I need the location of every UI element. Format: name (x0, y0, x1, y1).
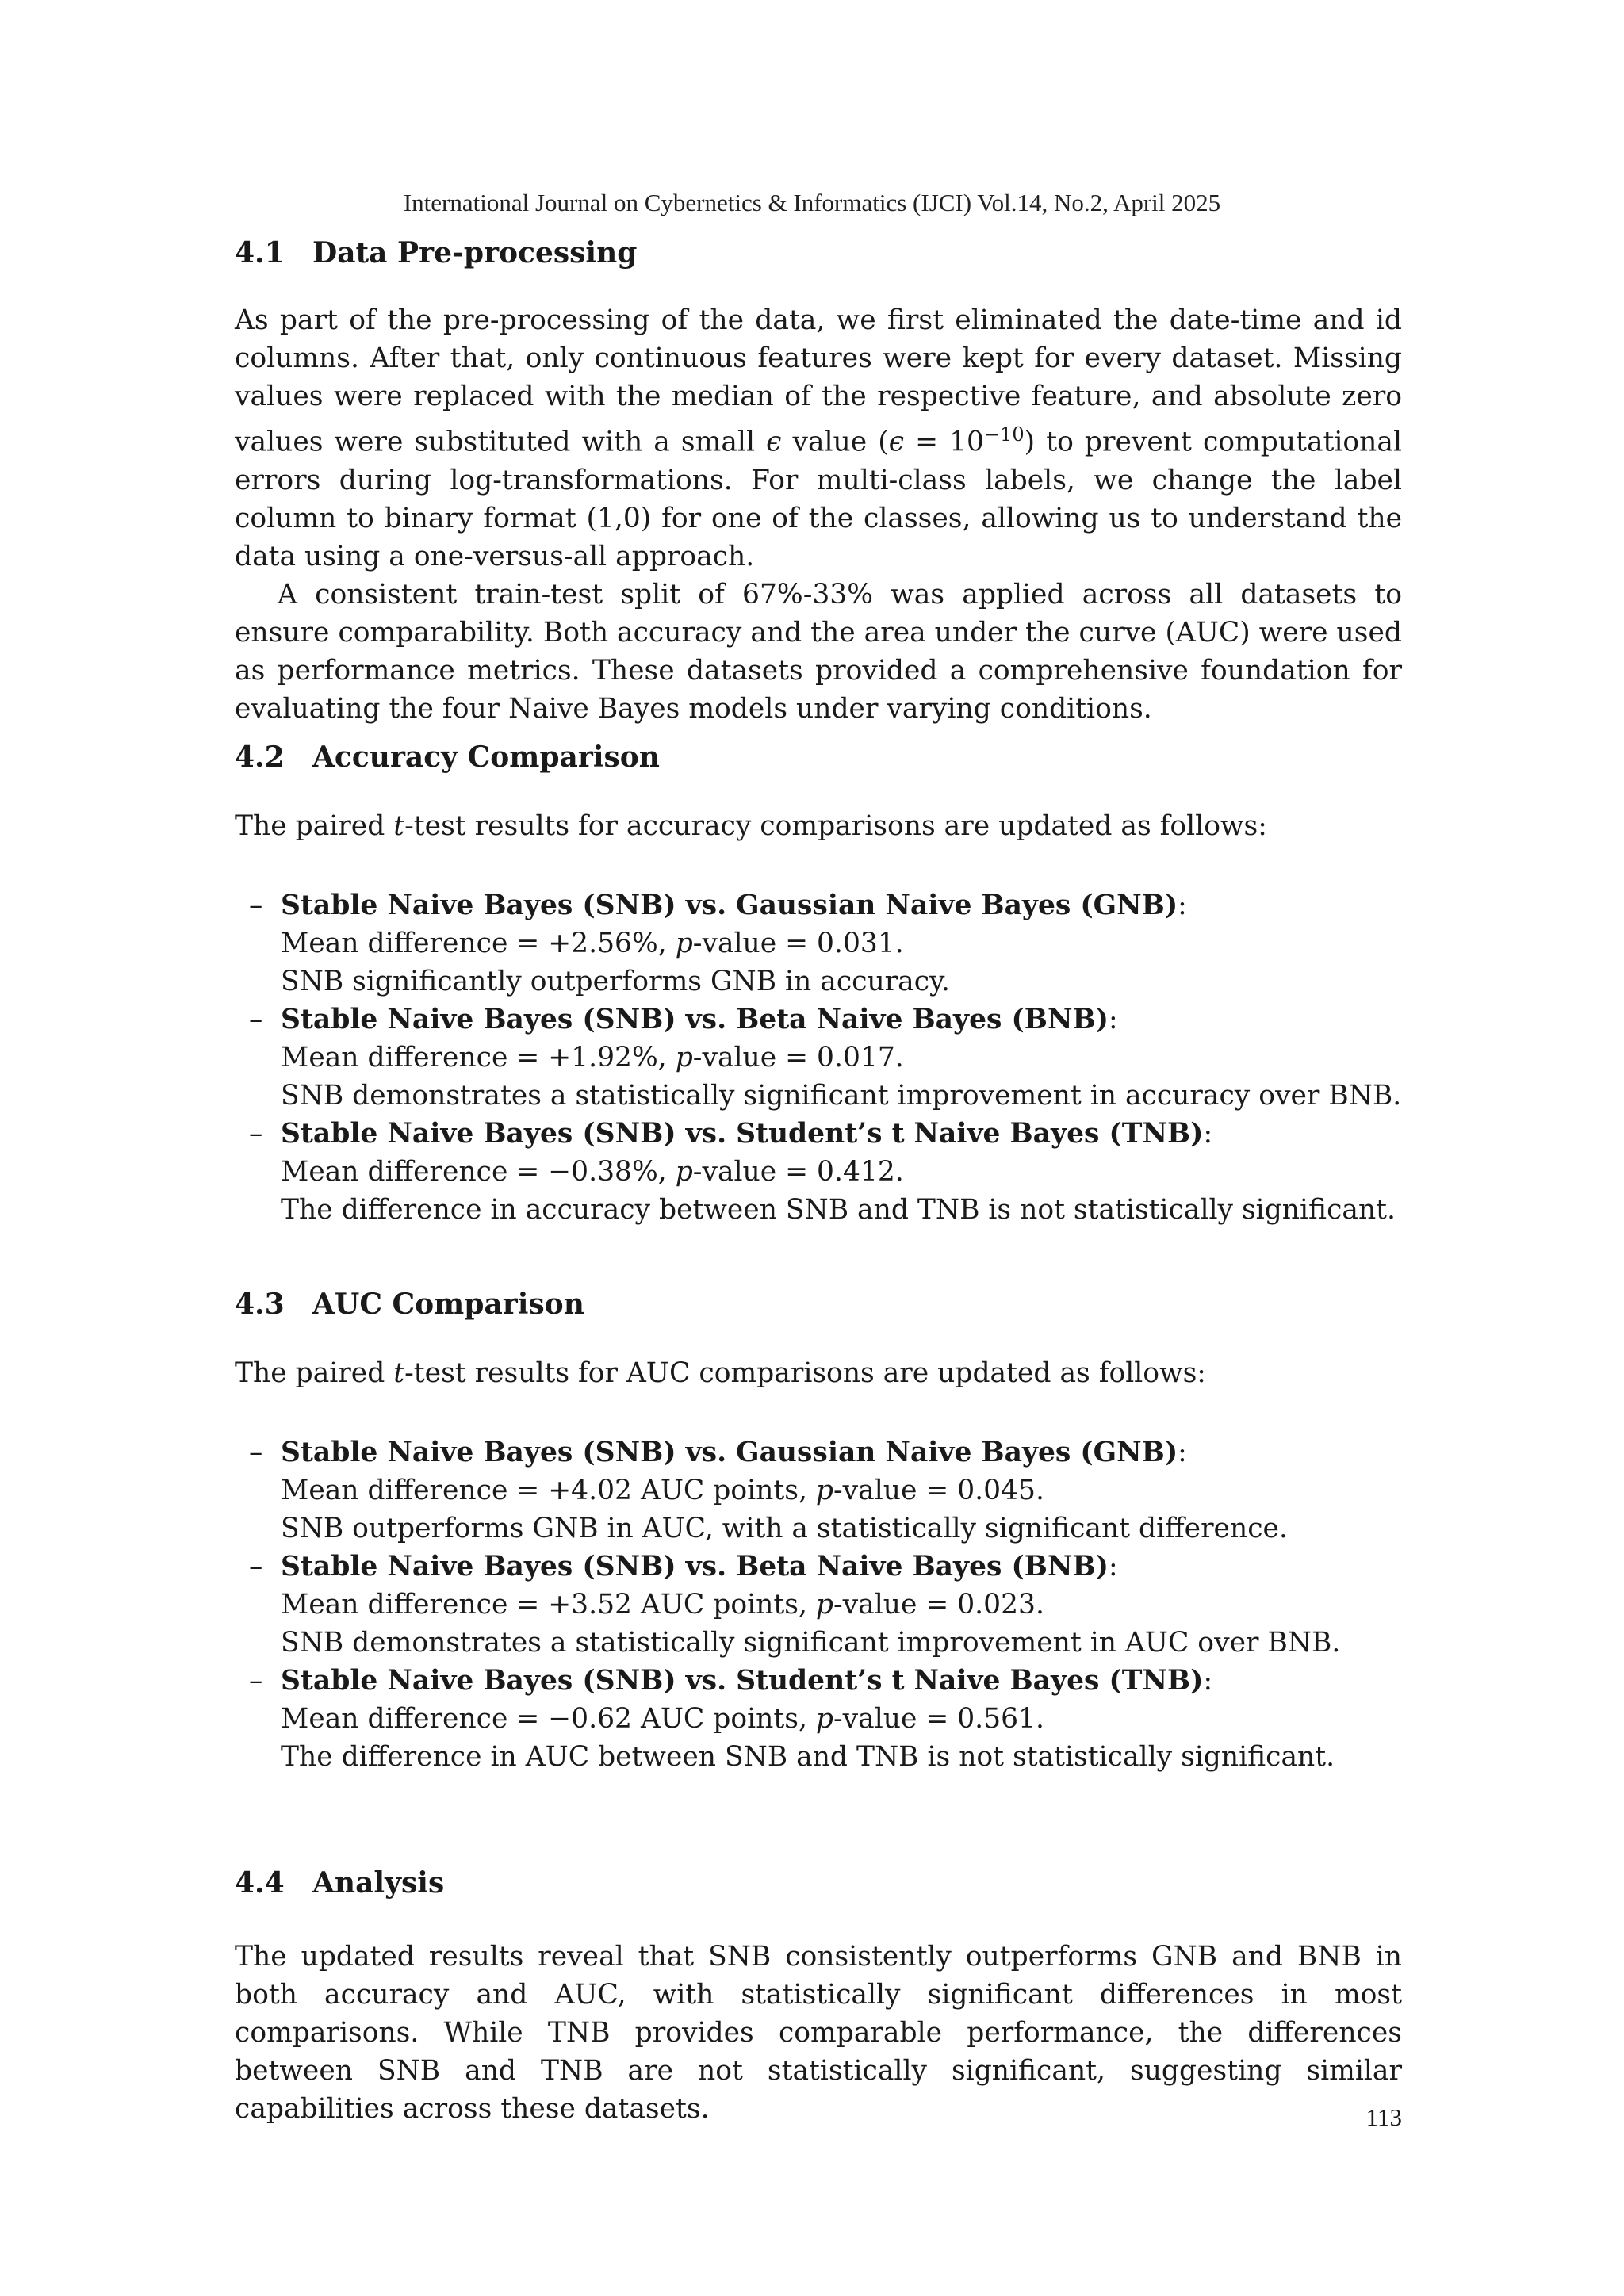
paragraph: The paired t-test results for accuracy comparisons are updated as follows: (235, 810, 1267, 842)
accuracy-list (235, 886, 1402, 1229)
section-title: Analysis (312, 1866, 445, 1900)
journal-header: International Journal on Cybernetics & Informatics (IJCI) Vol.14, No.2, April 2025 (403, 189, 1221, 216)
list-item: – Stable Naive Bayes (SNB) vs. Student’s t Naive Bayes (TNB): Mean difference = −0.62 AUC points, p-value = 0.561. The difference in AUC between SNB and TNB is not statistically significant. (235, 1662, 1402, 1776)
list-item: – Stable Naive Bayes (SNB) vs. Gaussian Naive Bayes (GNB): Mean difference = +2.56%, p-value = 0.031. SNB significantly outperforms GNB in accuracy. (235, 886, 1402, 1001)
section-number: 4.4 (235, 1866, 285, 1900)
list-item: – Stable Naive Bayes (SNB) vs. Student’s t Naive Bayes (TNB): Mean difference = −0.38%, p-value = 0.412. The difference in accuracy between SNB and TNB is not statistically significant. (235, 1115, 1402, 1229)
section-number: 4.3 (235, 1288, 285, 1321)
section-heading-4-1 (235, 236, 637, 270)
paragraph: A consistent train-test split of 67%-33% was applied across all datasets to ensure comparability. Both accuracy and the area under the curve (AUC) were used as performance metrics. These datasets provided a comprehensive foundation for evaluating the four Naive Bayes models under varying conditions. (235, 578, 1402, 725)
page-number: 113 (1365, 2103, 1402, 2131)
dash-bullet: – (249, 1004, 263, 1035)
section-title: AUC Comparison (312, 1288, 584, 1321)
section-heading-4-4 (235, 1866, 444, 1900)
section-title: Data Pre-processing (312, 236, 638, 270)
section-4-4-body (235, 1938, 1402, 2128)
dash-bullet: – (249, 1118, 263, 1150)
dash-bullet: – (249, 1437, 263, 1468)
auc-list (235, 1433, 1402, 1776)
section-number: 4.1 (235, 236, 285, 270)
section-4-2-body (235, 807, 1402, 845)
paragraph: The paired t-test results for AUC comparisons are updated as follows: (235, 1357, 1206, 1389)
section-4-1-body (235, 301, 1402, 728)
paragraph: As part of the pre-processing of the data, we first eliminated the date-time and id columns. After that, only continuous features were kept for every dataset. Missing values were replaced with the median of the respective feature, and absolute zero values were substituted with a small ϵ value $(\epsilon = 10^{-10})$ to prevent computational errors during log-transformations. For multi-class labels, we change the label column to binary format (1,0) for one of the classes, allowing us to understand the data using a one-versus-all approach. (235, 304, 1402, 572)
dash-bullet: – (249, 1551, 263, 1582)
section-4-3-body (235, 1354, 1402, 1392)
section-heading-4-3 (235, 1288, 584, 1321)
dash-bullet: – (249, 890, 263, 921)
list-item: – Stable Naive Bayes (SNB) vs. Beta Naive Bayes (BNB): Mean difference = +3.52 AUC points, p-value = 0.023. SNB demonstrates a statistically significant improvement in AUC over BNB. (235, 1548, 1402, 1662)
list-item: – Stable Naive Bayes (SNB) vs. Beta Naive Bayes (BNB): Mean difference = +1.92%, p-value = 0.017. SNB demonstrates a statistically significant improvement in accuracy over BNB. (235, 1001, 1402, 1115)
section-title: Accuracy Comparison (312, 740, 660, 774)
section-heading-4-2 (235, 740, 660, 774)
list-item: – Stable Naive Bayes (SNB) vs. Gaussian Naive Bayes (GNB): Mean difference = +4.02 AUC points, p-value = 0.045. SNB outperforms GNB in AUC, with a statistically significant difference. (235, 1433, 1402, 1548)
paragraph: The updated results reveal that SNB consistently outperforms GNB and BNB in both accuracy and AUC, with statistically significant differences in most comparisons. While TNB provides comparable performance, the differences between SNB and TNB are not statistically significant, suggesting similar capabilities across these datasets. (235, 1941, 1402, 2125)
section-number: 4.2 (235, 740, 285, 774)
dash-bullet: – (249, 1665, 263, 1697)
